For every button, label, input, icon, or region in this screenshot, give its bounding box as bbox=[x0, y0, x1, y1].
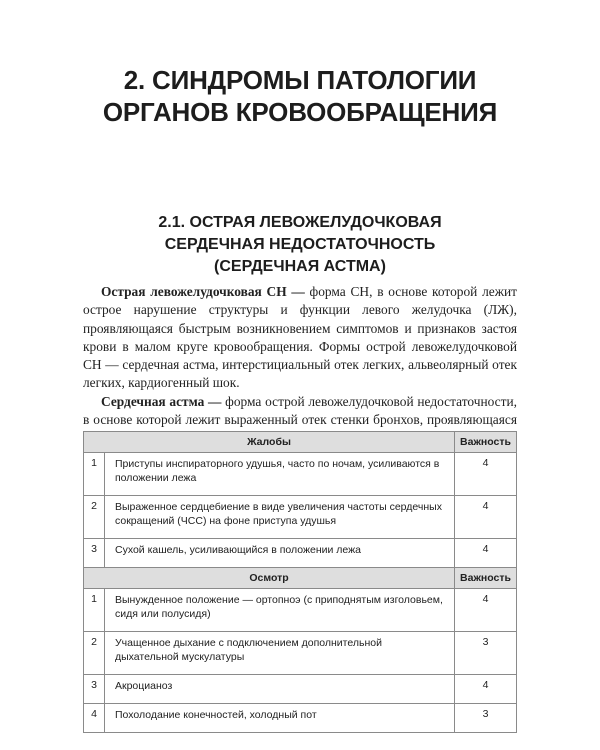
chapter-title-line: 2. СИНДРОМЫ ПАТОЛОГИИ bbox=[123, 65, 477, 95]
row-text: Выраженное сердцебиение в виде увеличения частоты сердечных сокращений (ЧСС) на фоне приступа удушья bbox=[105, 496, 455, 539]
row-importance: 4 bbox=[455, 496, 517, 539]
row-number: 2 bbox=[84, 496, 105, 539]
section-title-line: СЕРДЕЧНАЯ НЕДОСТАТОЧНОСТЬ bbox=[164, 236, 436, 253]
row-importance: 4 bbox=[455, 453, 517, 496]
row-importance: 4 bbox=[455, 589, 517, 632]
term: Острая левожелудочковая СН — bbox=[101, 284, 305, 299]
importance-header-cell: Важность bbox=[455, 432, 517, 453]
row-number: 1 bbox=[84, 453, 105, 496]
section-header-cell: Жалобы bbox=[84, 432, 455, 453]
section-header-cell: Осмотр bbox=[84, 568, 455, 589]
row-text: Учащенное дыхание с подключением дополнительной дыхательной мускулатуры bbox=[105, 632, 455, 675]
chapter-title bbox=[0, 64, 600, 128]
row-text: Вынужденное положение — ортопноэ (с приподнятым изголовьем, сидя или полусидя) bbox=[105, 589, 455, 632]
row-importance: 3 bbox=[455, 704, 517, 733]
paragraph-text: форма острой левожелудочковой недостаточности, в основе которой лежит выраженный отек стенки бронхов, проявляющаяся bbox=[83, 393, 517, 428]
row-number: 1 bbox=[84, 589, 105, 632]
table-row bbox=[84, 496, 517, 539]
paragraph-definition bbox=[83, 283, 517, 393]
table-row bbox=[84, 704, 517, 733]
table-row bbox=[84, 539, 517, 568]
row-text: Акроцианоз bbox=[105, 675, 455, 704]
row-number: 3 bbox=[84, 539, 105, 568]
table-section-header bbox=[84, 568, 517, 589]
table-row bbox=[84, 632, 517, 675]
section-title-line: 2.1. ОСТРАЯ ЛЕВОЖЕЛУДОЧКОВАЯ bbox=[158, 214, 442, 231]
section-title bbox=[0, 212, 600, 278]
table-row bbox=[84, 675, 517, 704]
row-importance: 4 bbox=[455, 675, 517, 704]
row-number: 3 bbox=[84, 675, 105, 704]
paragraph-text: форма СН, в основе которой лежит острое нарушение структуры и функции левого желудочка (ЛЖ), проявляющаяся быстрым возникновением симптомов и признаков застоя крови в малом круге кровообращения. Формы острой левожелудочковой СН — сердечная астма, интерстициальный отек легких, альвеолярный отек легких, кардиогенный шок. bbox=[83, 284, 517, 391]
row-text: Сухой кашель, усиливающийся в положении лежа bbox=[105, 539, 455, 568]
row-importance: 3 bbox=[455, 632, 517, 675]
importance-header-cell: Важность bbox=[455, 568, 517, 589]
criteria-table bbox=[83, 431, 517, 733]
section-title-line: (СЕРДЕЧНАЯ АСТМА) bbox=[214, 258, 386, 275]
body-text bbox=[83, 283, 517, 448]
table-section-header bbox=[84, 432, 517, 453]
row-number: 2 bbox=[84, 632, 105, 675]
chapter-title-line: ОРГАНОВ КРОВООБРАЩЕНИЯ bbox=[102, 97, 498, 127]
row-importance: 4 bbox=[455, 539, 517, 568]
term: Сердечная астма — bbox=[101, 393, 222, 409]
row-number: 4 bbox=[84, 704, 105, 733]
row-text: Похолодание конечностей, холодный пот bbox=[105, 704, 455, 733]
table-row bbox=[84, 453, 517, 496]
table-row bbox=[84, 589, 517, 632]
row-text: Приступы инспираторного удушья, часто по ночам, усиливаются в положении лежа bbox=[105, 453, 455, 496]
